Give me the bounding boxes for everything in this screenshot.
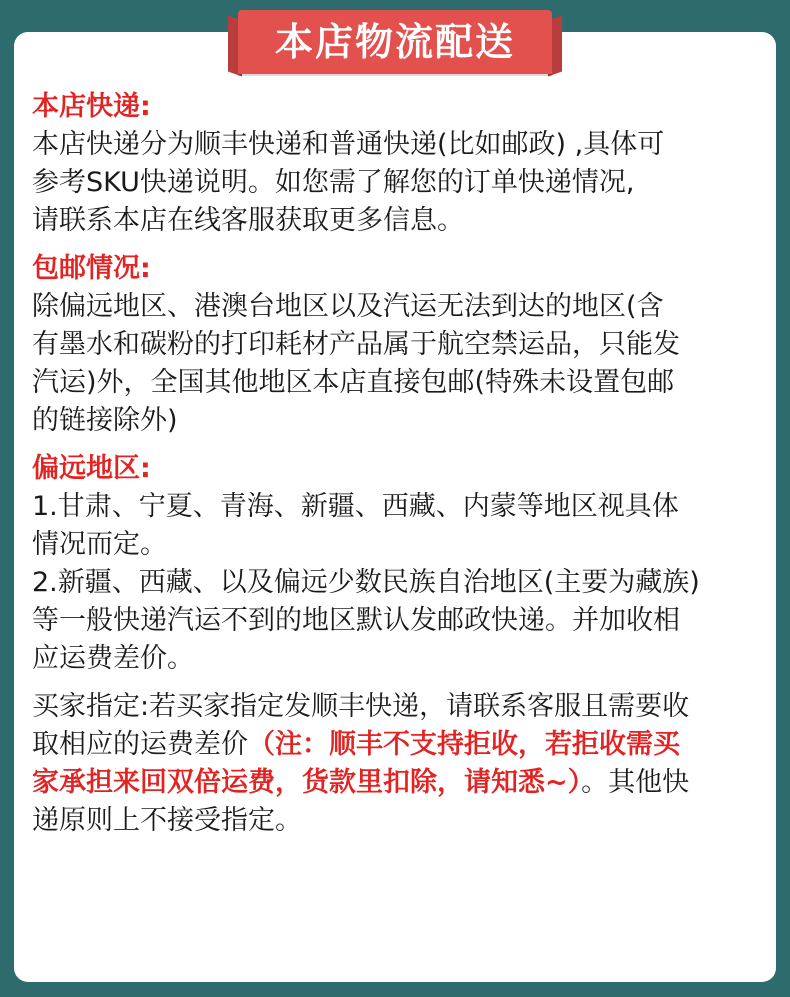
section-body: 1.甘肃、宁夏、青海、新疆、西藏、内蒙等地区视具体 情况而定。 2.新疆、西藏、以及偏远少数民族自治地区(主要为藏族) 等一般快递汽运不到的地区默认发邮政快递。并加收相 应运费差价。 <box>32 491 700 674</box>
section-heading: 偏远地区: <box>32 453 151 484</box>
section-remote-areas <box>32 450 766 678</box>
section-body: 本店快递分为顺丰快递和普通快递(比如邮政) ,具体可 参考SKU快递说明。如您需了解您的订单快递情况, 请联系本店在线客服获取更多信息。 <box>32 129 665 236</box>
section-free-shipping <box>32 250 766 440</box>
designated-shipping-paragraph <box>32 688 766 840</box>
designated-note: （注：顺丰不支持拒收，若拒收需买 家承担来回双倍运费，货款里扣除，请知悉~） <box>32 729 680 798</box>
section-heading: 本店快递: <box>32 91 151 122</box>
designated-lead: 买家指定:若买家指定发顺丰快递，请联系客服且需要收 取相应的运费差价 <box>32 691 690 760</box>
page-title: 本店物流配送 <box>238 10 552 74</box>
shipping-info-card <box>14 32 776 982</box>
card-content <box>32 88 766 850</box>
designated-tail: 。其他快 递原则上不接受指定。 <box>32 767 690 836</box>
section-body: 除偏远地区、港澳台地区以及汽运无法到达的地区(含 有墨水和碳粉的打印耗材产品属于航空禁运品，只能发 汽运)外，全国其他地区本店直接包邮(特殊未设置包邮 的链接除外) <box>32 291 680 436</box>
section-store-express <box>32 88 766 240</box>
section-heading: 包邮情况: <box>32 253 151 284</box>
